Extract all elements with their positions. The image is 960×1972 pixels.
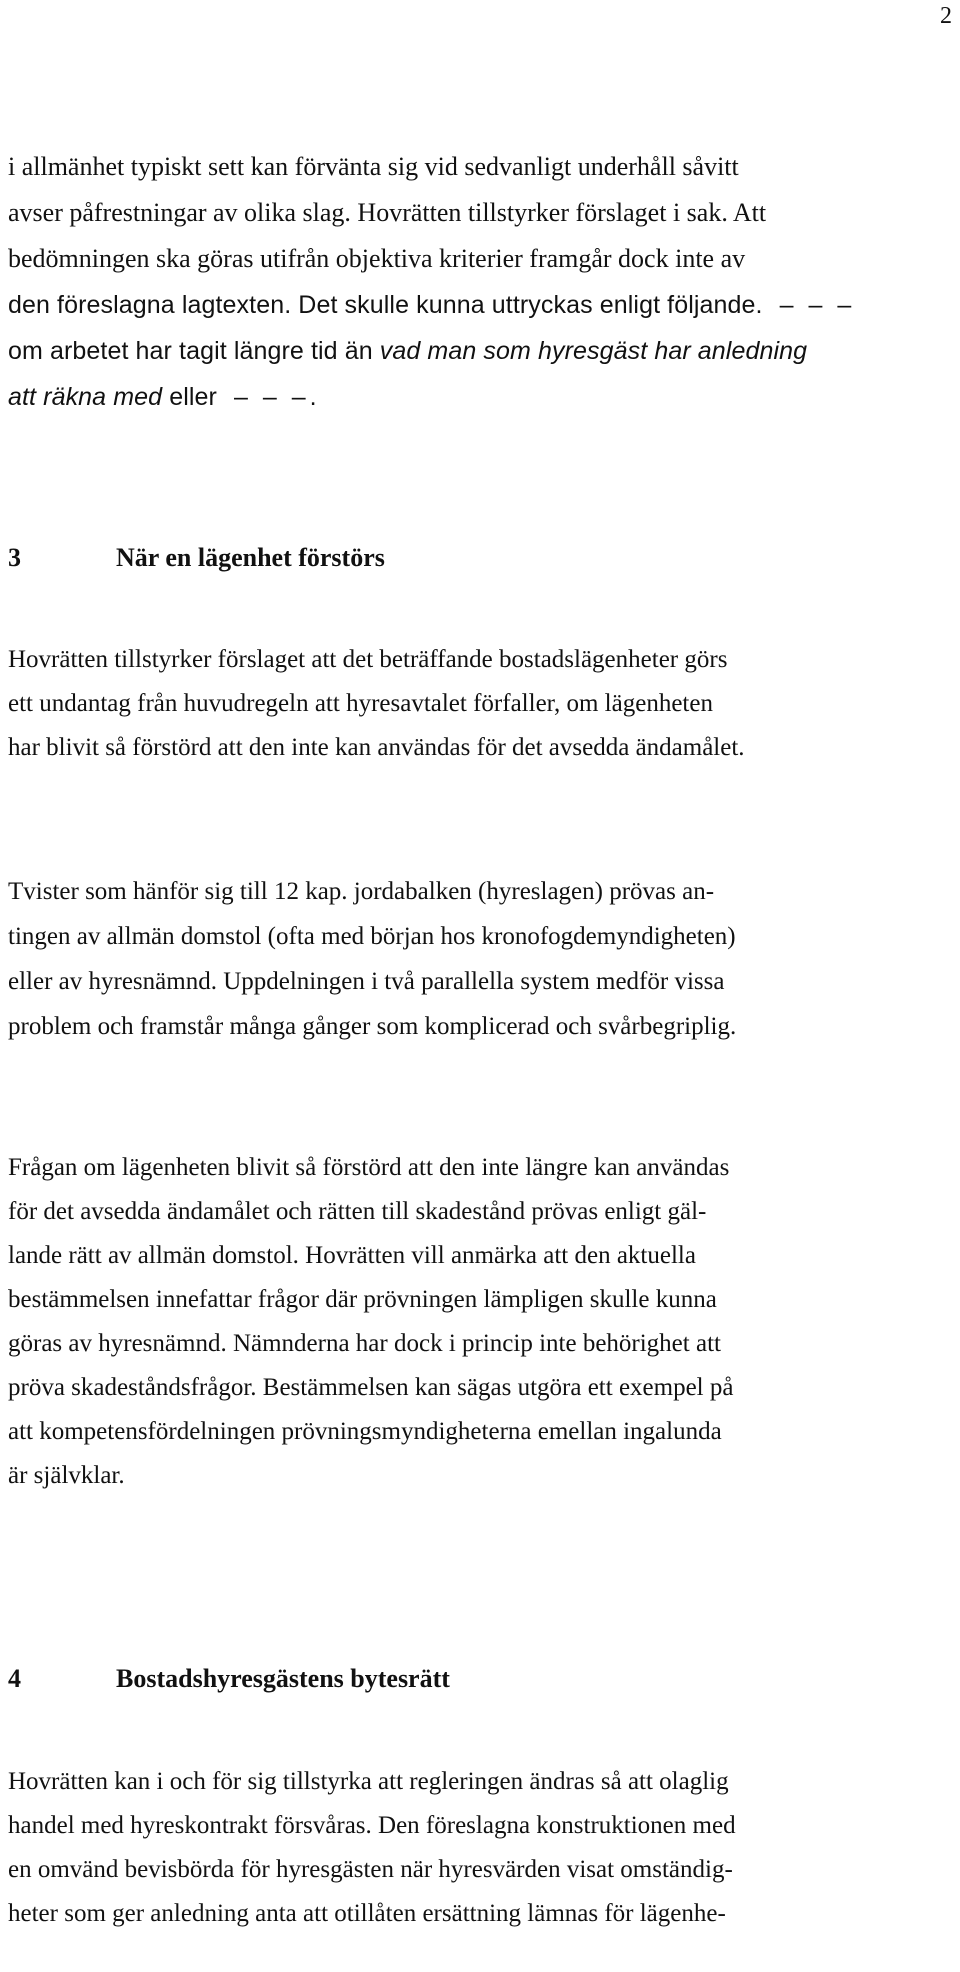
section-3-p2-line-3: eller av hyresnämnd. Uppdelningen i två parallella system medför vissa [8, 968, 725, 995]
section-3-title: När en lägenhet förstörs [116, 543, 385, 572]
section-3-p2-line-2: tingen av allmän domstol (ofta med början hos kronofogdemyndigheten) [8, 923, 736, 950]
intro-line-2: avser påfrestningar av olika slag. Hovrätten tillstyrker förslaget i sak. Att [8, 198, 767, 227]
intro-line-6 [8, 374, 948, 420]
section-3-paragraph-2 [8, 869, 736, 1049]
section-4-p1-line-2: handel med hyreskontrakt försvåras. Den föreslagna konstruktionen med [8, 1812, 736, 1839]
intro-line-1: i allmänhet typiskt sett kan förvänta sig vid sedvanligt underhåll såvitt [8, 152, 739, 181]
section-3-p3-line-5: göras av hyresnämnd. Nämnderna har dock i princip inte behörighet att [8, 1330, 721, 1357]
intro-line-4-text: den föreslagna lagtexten. Det skulle kunna uttryckas enligt följande. [8, 291, 763, 319]
intro-line-5 [8, 328, 948, 374]
section-4-number: 4 [8, 1664, 21, 1693]
intro-line-4 [8, 282, 948, 328]
section-4-p1-line-4: heter som ger anledning anta att otillåten ersättning lämnas för lägenhe- [8, 1900, 726, 1927]
section-3-p1-line-3: har blivit så förstörd att den inte kan användas för det avsedda ändamålet. [8, 734, 745, 761]
section-4-paragraph-1 [8, 1760, 736, 1936]
intro-dash-after: – – –. [234, 383, 321, 411]
section-3-p2-line-1: Tvister som hänför sig till 12 kap. jordabalken (hyreslagen) prövas an- [8, 878, 715, 905]
intro-dash-before: – – – [779, 291, 856, 319]
intro-paragraph [8, 144, 948, 420]
section-3-p3-line-1: Frågan om lägenheten blivit så förstörd att den inte längre kan användas [8, 1154, 730, 1181]
section-3-p3-line-8: är självklar. [8, 1462, 125, 1489]
intro-line-3: bedömningen ska göras utifrån objektiva kriterier framgår dock inte av [8, 244, 746, 273]
intro-line-5-italic: vad man som hyresgäst har anledning [379, 337, 808, 365]
section-3-p2-line-4: problem och framstår många gånger som komplicerad och svårbegriplig. [8, 1013, 737, 1040]
section-4-p1-line-3: en omvänd bevisbörda för hyresgästen när hyresvärden visat omständig- [8, 1856, 733, 1883]
section-3-paragraph-1 [8, 638, 745, 770]
section-3-p3-line-4: bestämmelsen innefattar frågor där prövningen lämpligen skulle kunna [8, 1286, 717, 1313]
section-4-title: Bostadshyresgästens bytesrätt [116, 1664, 450, 1693]
section-4-p1-line-1: Hovrätten kan i och för sig tillstyrka att regleringen ändras så att olaglig [8, 1768, 729, 1795]
section-3-p3-line-2: för det avsedda ändamålet och rätten till skadestånd prövas enligt gäl- [8, 1198, 707, 1225]
intro-line-6-tail: eller [162, 383, 217, 411]
intro-line-5-text: om arbetet har tagit längre tid än [8, 337, 380, 365]
page-number: 2 [940, 3, 952, 29]
section-4-heading [8, 1664, 450, 1694]
section-3-p3-line-6: pröva skadeståndsfrågor. Bestämmelsen kan sägas utgöra ett exempel på [8, 1374, 734, 1401]
section-3-p1-line-1: Hovrätten tillstyrker förslaget att det beträffande bostadslägenheter görs [8, 646, 728, 673]
intro-line-6-italic: att räkna med [8, 383, 163, 411]
section-3-heading [8, 543, 385, 573]
section-3-number: 3 [8, 543, 21, 572]
section-3-p1-line-2: ett undantag från huvudregeln att hyresavtalet förfaller, om lägenheten [8, 690, 713, 717]
section-3-p3-line-7: att kompetensfördelningen prövningsmyndigheterna emellan ingalunda [8, 1418, 722, 1445]
section-3-paragraph-3 [8, 1146, 733, 1498]
section-3-p3-line-3: lande rätt av allmän domstol. Hovrätten vill anmärka att den aktuella [8, 1242, 696, 1269]
